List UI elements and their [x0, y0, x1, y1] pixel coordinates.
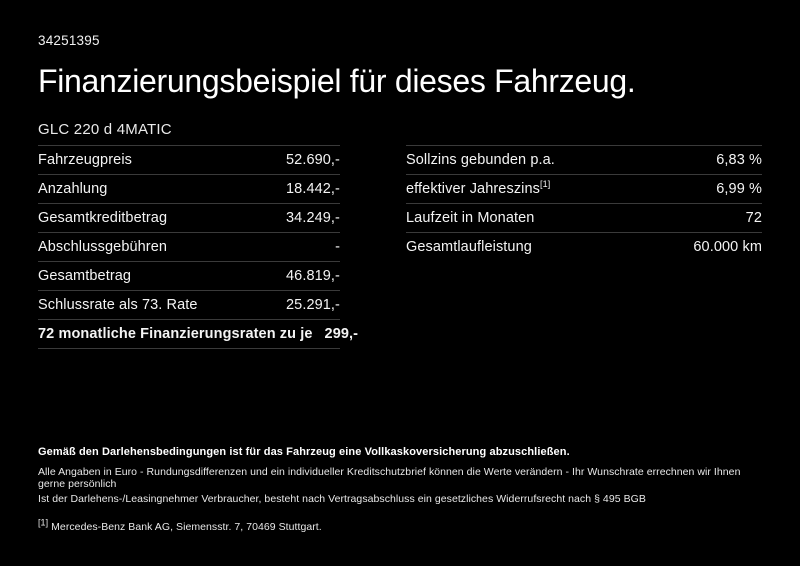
table-row: [406, 203, 762, 232]
row-label: [406, 152, 555, 168]
row-label-text: effektiver Jahreszins: [406, 181, 541, 198]
vehicle-model-label: GLC 220 d 4MATIC: [38, 121, 172, 139]
row-label-text: Sollzins gebunden p.a.: [406, 152, 555, 169]
row-value: 299,-: [324, 326, 359, 343]
table-row: [38, 232, 340, 261]
finance-tables: [38, 145, 762, 349]
monthly-installment-row: [38, 319, 359, 349]
table-row: [38, 290, 340, 319]
row-label: Fahrzeugpreis: [38, 152, 132, 169]
row-value: 6,99 %: [716, 181, 762, 198]
footnote-text: Mercedes-Benz Bank AG, Siemensstr. 7, 70469 Stuttgart.: [51, 521, 322, 533]
reference-id: 34251395: [38, 33, 100, 48]
row-label-text: Laufzeit in Monaten: [406, 210, 535, 227]
left-finance-table: [38, 145, 400, 349]
row-label: [406, 210, 534, 226]
footnote-marker-icon: [1]: [38, 517, 49, 528]
table-row: [38, 174, 340, 203]
row-value: -: [335, 239, 340, 256]
row-label: Anzahlung: [38, 181, 108, 198]
table-row: [38, 203, 340, 232]
row-label: Gesamtbetrag: [38, 268, 132, 285]
table-row: [406, 174, 762, 203]
row-value: 60.000 km: [693, 239, 762, 256]
footer-disclaimer: [38, 446, 762, 533]
right-finance-table: [400, 145, 762, 349]
table-row: [38, 145, 340, 174]
insurance-note: Gemäß den Darlehensbedingungen ist für das Fahrzeug eine Vollkaskoversicherung abzuschließen.: [38, 446, 570, 458]
footnote-1: [38, 517, 762, 533]
row-value: 34.249,-: [285, 210, 340, 227]
row-label-text: Gesamtlaufleistung: [406, 239, 532, 256]
row-value: 46.819,-: [285, 268, 340, 285]
page-title: Finanzierungsbeispiel für dieses Fahrzeug.: [38, 63, 636, 99]
disclaimer-line-1: Alle Angaben in Euro - Rundungsdifferenzen und ein individueller Kreditschutzbrief können die Werte verändern - Ihr Wunschrate errechnen wir Ihnen gerne persönlich: [38, 466, 741, 490]
row-label: Gesamtkreditbetrag: [38, 210, 168, 227]
row-label: Schlussrate als 73. Rate: [38, 297, 198, 314]
row-label: Abschlussgebühren: [38, 239, 168, 256]
disclaimer-line-2: Ist der Darlehens-/Leasingnehmer Verbraucher, besteht nach Vertragsabschluss ein gesetzliches Widerrufsrecht nach § 495 BGB: [38, 493, 646, 505]
row-value: 6,83 %: [716, 152, 762, 169]
footnote-marker-icon: [1]: [540, 179, 551, 190]
row-label: 72 monatliche Finanzierungsraten zu je: [38, 326, 313, 343]
table-row: [406, 145, 762, 174]
row-value: 72: [745, 210, 762, 227]
row-label: [406, 239, 532, 255]
table-row: [406, 232, 762, 261]
row-value: 25.291,-: [285, 297, 340, 314]
row-value: 52.690,-: [285, 152, 340, 169]
row-value: 18.442,-: [285, 181, 340, 198]
table-row: [38, 261, 340, 290]
row-label: [406, 181, 550, 197]
